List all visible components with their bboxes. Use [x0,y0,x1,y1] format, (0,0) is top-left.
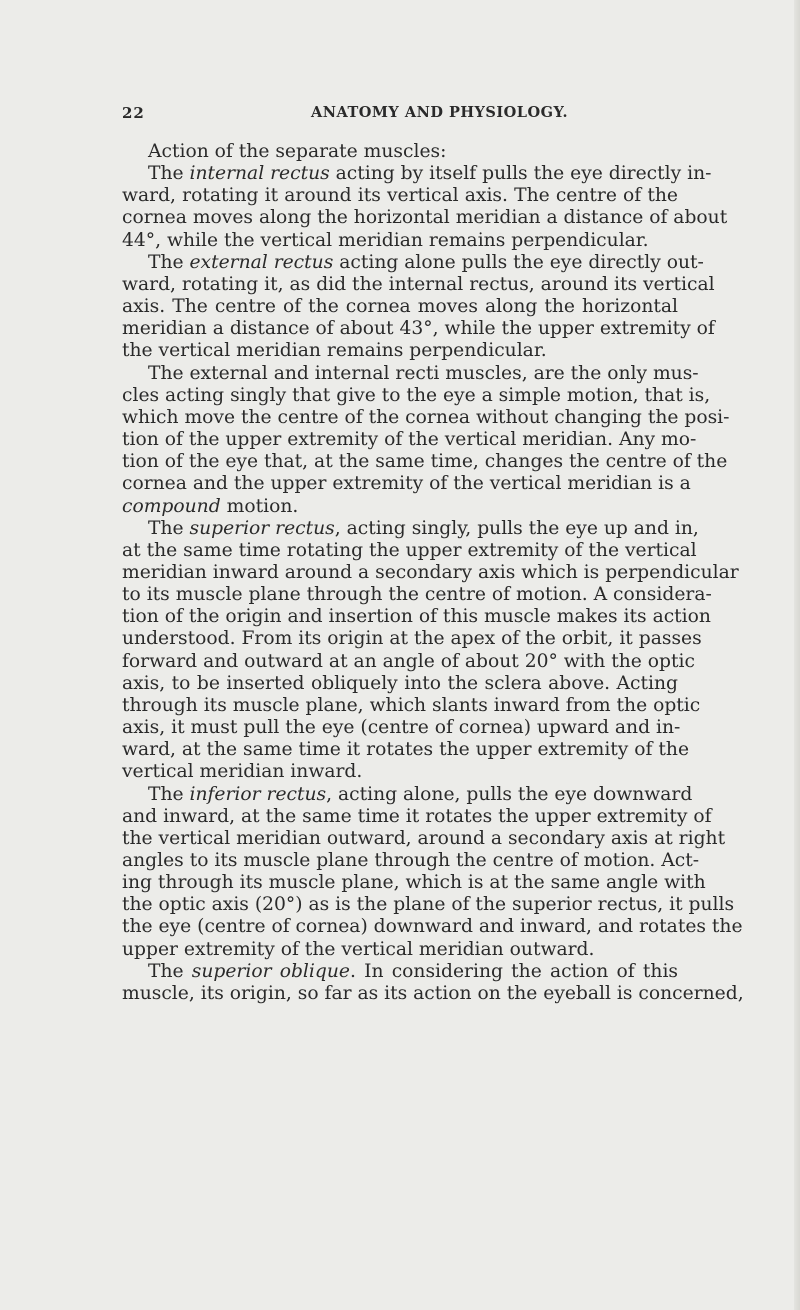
text-segment: cornea and the upper extremity of the vertical meridian is a [122,473,691,495]
text-line [122,982,744,1005]
text-line [122,273,715,296]
text-segment: angles to its muscle plane through the centre of motion. Act- [122,850,700,871]
text-line [122,141,678,163]
text-segment: 44°, while the vertical meridian remains perpendicular. [122,229,649,251]
text-segment: The [148,783,190,805]
text-segment: the eye (centre of cornea) downward and inward, and rotates the [122,916,743,938]
text-segment: which move the centre of the cornea without changing the posi- [122,406,730,428]
text-segment: understood. From its origin at the apex of the orbit, it passes [122,628,702,650]
text-line [122,451,728,473]
text-line [122,539,697,562]
text-segment: vertical meridian inward. [122,761,363,783]
text-line [122,340,678,362]
text-line [122,384,711,407]
text-line [122,362,699,385]
text-segment: , acting alone, pulls the eye downward [326,783,693,805]
text-segment: Action of the separate muscles: [148,141,447,162]
text-line [122,673,678,695]
text-line [122,207,728,229]
text-segment: tion of the upper extremity of the vertical meridian. Any mo- [122,429,697,451]
text-line [122,230,678,252]
text-segment: axis, to be inserted obliquely into the sclera above. Acting [122,672,678,694]
text-segment: through its muscle plane, which slants inward from the optic [122,694,701,716]
text-line [122,761,678,783]
text-line [122,961,678,983]
text-line [122,694,701,717]
page-header [122,104,682,126]
italic-term: superior rectus [189,517,335,539]
text-segment: The [148,517,190,539]
text-line [122,496,678,518]
text-line [122,916,743,938]
text-segment: ing through its muscle plane, which is at the same angle with [122,872,706,894]
text-line [122,717,681,739]
text-line [122,163,712,185]
text-segment: at the same time rotating the upper extremity of the vertical [122,539,697,561]
text-segment: the vertical meridian remains perpendicular. [122,340,547,362]
text-segment: axis, it must pull the eye (centre of cornea) upward and in- [122,717,681,739]
text-segment: ward, rotating it, as did the internal rectus, around its vertical [122,273,715,295]
text-segment: meridian inward around a secondary axis which is perpendicular [122,561,739,583]
text-line [122,318,715,340]
text-line [122,296,678,318]
page-edge [794,0,800,1310]
text-line [122,406,730,429]
text-segment: muscle, its origin, so far as its action on the eyeball is concerned, [122,982,744,1004]
text-line [122,739,690,761]
text-line [122,561,739,584]
text-line [122,805,712,828]
text-line [122,584,712,606]
text-segment: The [148,251,190,273]
text-segment: motion. [220,495,299,517]
text-segment: and inward, at the same time it rotates the upper extremity of [122,805,712,827]
text-line [122,872,706,894]
italic-term: compound [122,495,221,517]
text-segment: upper extremity of the vertical meridian outward. [122,938,595,960]
text-segment: The [148,960,192,982]
text-segment: cles acting singly that give to the eye a simple motion, that is, [122,384,711,406]
text-line [122,517,699,540]
text-segment: axis. The centre of the cornea moves along the horizontal [122,296,678,318]
text-segment: ward, rotating it around its vertical axis. The centre of the [122,185,678,207]
text-segment: meridian a distance of about 43°, while the upper extremity of [122,318,715,340]
body-text [122,141,744,1005]
text-line [122,628,702,650]
text-line [122,939,678,961]
text-segment: the vertical meridian outward, around a secondary axis at right [122,827,726,849]
text-segment: tion of the origin and insertion of this muscle makes its action [122,606,711,628]
text-segment: cornea moves along the horizontal meridian a distance of about [122,207,728,229]
text-segment: to its muscle plane through the centre of motion. A considera- [122,584,712,606]
text-line [122,894,735,916]
text-line [122,850,700,872]
text-line [122,473,691,495]
text-line [122,606,711,628]
text-segment: tion of the eye that, at the same time, changes the centre of the [122,451,728,473]
page-number: 22 [122,104,145,122]
text-segment: acting alone pulls the eye directly out- [333,251,704,273]
italic-term: internal rectus [189,163,330,185]
text-segment: ward, at the same time it rotates the upper extremity of the [122,739,690,761]
text-segment: The [148,163,190,185]
text-line [122,429,697,451]
text-segment: the optic axis (20°) as is the plane of the superior rectus, it pulls [122,894,735,916]
italic-term: inferior rectus [189,783,327,805]
italic-term: superior oblique [191,960,350,982]
text-segment: , acting singly, pulls the eye up and in, [334,517,699,539]
running-head: ANATOMY AND PHYSIOLOGY. [311,104,569,121]
text-line [122,251,704,274]
text-segment: forward and outward at an angle of about 20° with the optic [122,650,695,672]
text-line [122,783,693,806]
text-segment: acting by itself pulls the eye directly in- [329,163,712,185]
text-line [122,650,695,673]
text-segment: . In considering the action of this [349,960,679,982]
text-segment: The external and internal recti muscles, are the only mus- [148,362,699,384]
italic-term: external rectus [189,251,334,273]
text-line [122,827,726,850]
text-line [122,185,678,207]
